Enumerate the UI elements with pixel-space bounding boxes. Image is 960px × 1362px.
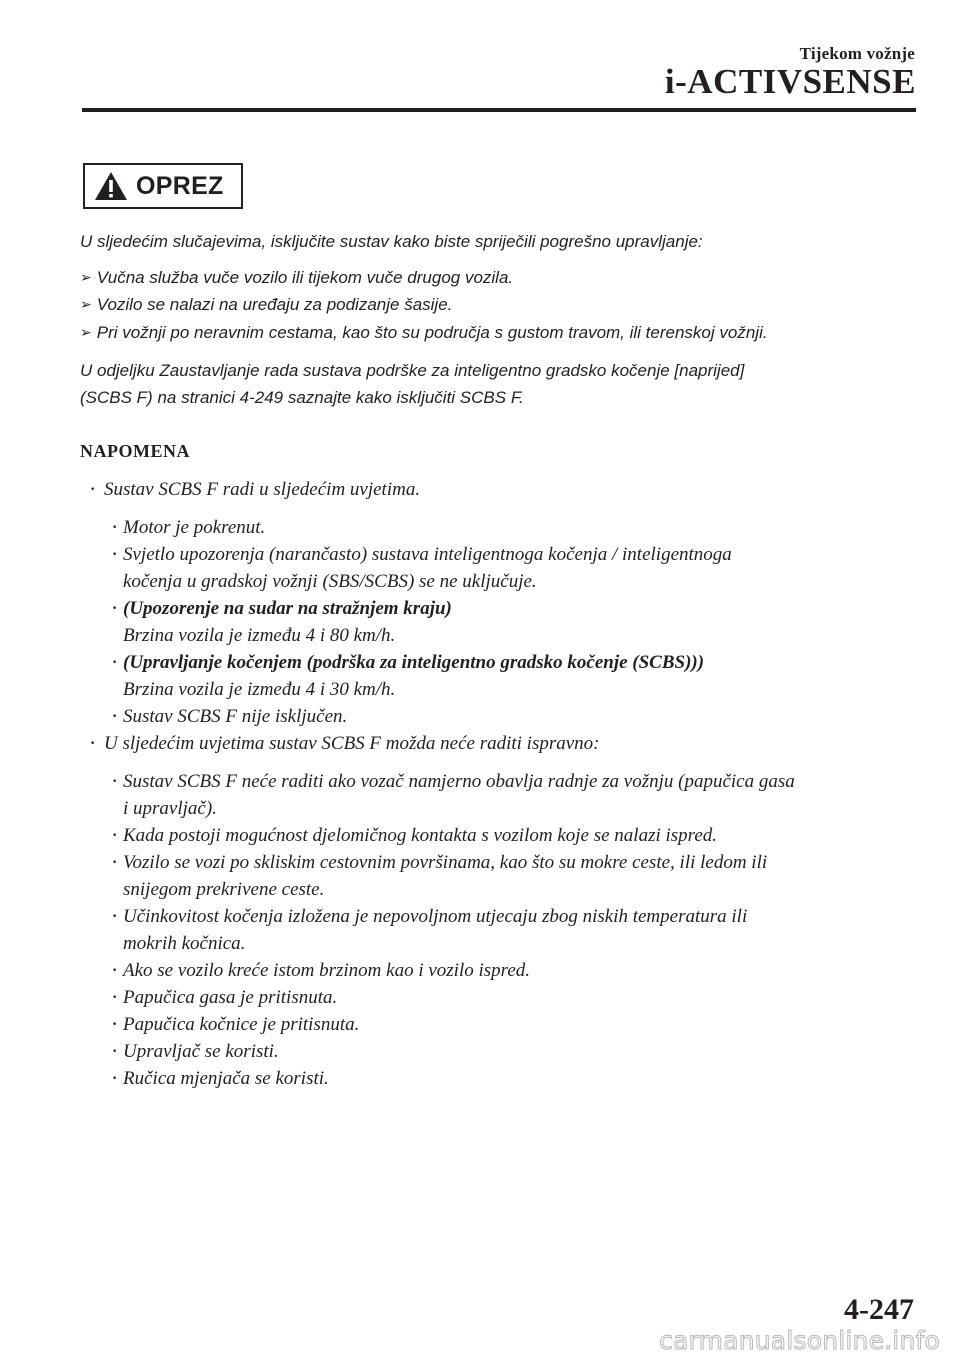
bullet-icon: ·	[112, 1043, 118, 1060]
warning-triangle-icon	[94, 171, 128, 201]
caution-item: ➢ Vozilo se nalazi na uređaju za podizanje šasije.	[80, 295, 453, 314]
bullet-icon: ·	[112, 962, 118, 979]
bullet-icon: ·	[112, 989, 118, 1006]
chapter-title: i-ACTIVSENSE	[664, 62, 916, 101]
list-item-heading: (Upozorenje na sudar na stražnjem kraju)	[123, 598, 452, 619]
list-item: Učinkovitost kočenja izložena je nepovoljnom utjecaju zbog niskih temperatura ili	[123, 906, 748, 927]
list-item: Vozilo se vozi po skliskim cestovnim površinama, kao što su mokre ceste, ili ledom ili	[123, 852, 768, 873]
list-item-continuation: snijegom prekrivene ceste.	[123, 879, 325, 900]
list-item: Motor je pokrenut.	[123, 517, 266, 538]
arrow-bullet-icon: ➢	[80, 297, 92, 313]
note-group-heading: Sustav SCBS F radi u sljedećim uvjetima.	[104, 479, 421, 500]
list-item: Ako se vozilo kreće istom brzinom kao i vozilo ispred.	[123, 960, 531, 981]
list-item-continuation: mokrih kočnica.	[123, 933, 246, 954]
list-item-heading: (Upravljanje kočenjem (podrška za inteligentno gradsko kočenje (SCBS)))	[123, 652, 705, 673]
caution-box	[83, 163, 243, 209]
list-item: Papučica gasa je pritisnuta.	[123, 987, 338, 1008]
arrow-bullet-icon: ➢	[80, 270, 92, 286]
bullet-icon: ·	[90, 735, 96, 752]
list-item-continuation: Brzina vozila je između 4 i 80 km/h.	[123, 625, 396, 646]
list-item: Svjetlo upozorenja (narančasto) sustava inteligentnoga kočenja / inteligentnoga	[123, 544, 732, 565]
bullet-icon: ·	[112, 773, 118, 790]
bullet-icon: ·	[112, 908, 118, 925]
caution-reference: U odjeljku Zaustavljanje rada sustava podrške za inteligentno gradsko kočenje [naprijed]	[80, 361, 745, 380]
caution-item: ➢ Pri vožnji po neravnim cestama, kao što su područja s gustom travom, ili terenskoj vožnji.	[80, 323, 768, 342]
bullet-icon: ·	[112, 654, 118, 671]
bullet-icon: ·	[112, 600, 118, 617]
list-item: Kada postoji mogućnost djelomičnog kontakta s vozilom koje se nalazi ispred.	[123, 825, 718, 846]
bullet-icon: ·	[112, 708, 118, 725]
bullet-icon: ·	[112, 827, 118, 844]
arrow-bullet-icon: ➢	[80, 325, 92, 341]
watermark: carmanualsonline.info	[659, 1326, 940, 1355]
list-item: Upravljač se koristi.	[123, 1041, 279, 1062]
page-number: 4-247	[844, 1293, 914, 1326]
bullet-icon: ·	[112, 854, 118, 871]
list-item: Papučica kočnice je pritisnuta.	[123, 1014, 360, 1035]
list-item-continuation: Brzina vozila je između 4 i 30 km/h.	[123, 679, 396, 700]
caution-item: ➢ Vučna služba vuče vozilo ili tijekom vuče drugog vozila.	[80, 268, 514, 287]
list-item: Sustav SCBS F neće raditi ako vozač namjerno obavlja radnje za vožnju (papučica gasa	[123, 771, 795, 792]
list-item-continuation: i upravljač).	[123, 798, 217, 819]
bullet-icon: ·	[112, 1016, 118, 1033]
header-rule	[82, 108, 916, 112]
section-title: Tijekom vožnje	[799, 44, 915, 63]
bullet-icon: ·	[112, 1070, 118, 1087]
list-item: Sustav SCBS F nije isključen.	[123, 706, 348, 727]
list-item: Ručica mjenjača se koristi.	[123, 1068, 329, 1089]
bullet-icon: ·	[90, 481, 96, 498]
note-group-heading: U sljedećim uvjetima sustav SCBS F možda neće raditi ispravno:	[104, 733, 600, 754]
caution-intro: U sljedećim slučajevima, isključite sustav kako biste spriječili pogrešno upravljanje:	[80, 232, 703, 251]
bullet-icon: ·	[112, 546, 118, 563]
caution-reference: (SCBS F) na stranici 4-249 saznajte kako isključiti SCBS F.	[80, 388, 524, 407]
note-title: NAPOMENA	[80, 441, 190, 461]
list-item-continuation: kočenja u gradskoj vožnji (SBS/SCBS) se ne uključuje.	[123, 571, 537, 592]
caution-label: OPREZ	[136, 171, 224, 200]
bullet-icon: ·	[112, 519, 118, 536]
